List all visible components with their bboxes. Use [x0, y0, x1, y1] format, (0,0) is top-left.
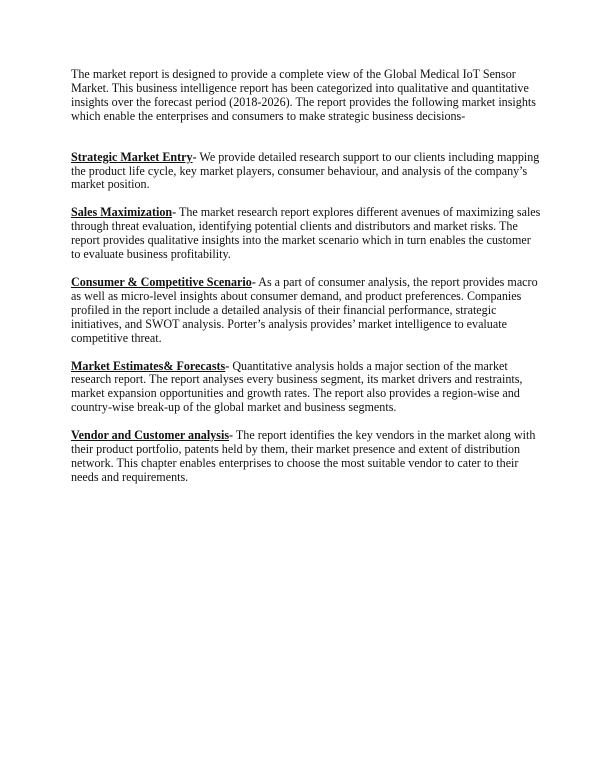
section-body: We provide detailed research support to our clients including mapping the product life cycle, key market players, consumer behaviour, and analysis of the company’s market position. [71, 149, 540, 192]
section-strategic-market-entry [71, 151, 541, 193]
section-heading-dash: - [172, 205, 177, 220]
section-market-estimates-forecasts [71, 360, 541, 416]
section-heading-dash: - [192, 149, 197, 164]
section-heading: Market Estimates& Forecasts [71, 358, 226, 373]
section-vendor-customer-analysis [71, 429, 541, 485]
section-heading-dash: - [251, 274, 256, 289]
section-heading: Consumer & Competitive Scenario [71, 274, 252, 289]
section-body: Quantitative analysis holds a major section of the market research report. The report analyses every business segment, its market drivers and restraints, market expansion opportunities and growth rates. The report also provides a region-wise and country-wise break-up of the global market and business segments. [71, 358, 523, 415]
section-body: As a part of consumer analysis, the report provides macro as well as micro-level insights about consumer demand, and product preferences. Companies profiled in the report include a detailed analysis of their financial performance, strategic initiatives, and SWOT analysis. Porter’s analysis provides’ market intelligence to evaluate competitive threat. [71, 274, 538, 345]
intro-paragraph: The market report is designed to provide a complete view of the Global Medical IoT Sensor Market. This business intelligence report has been categorized into qualitative and quantitative insights over the forecast period (2018-2026). The report provides the following market insights which enable the enterprises and consumers to make strategic business decisions- [71, 67, 536, 123]
section-heading-dash: - [225, 358, 230, 373]
section-heading: Strategic Market Entry [71, 149, 193, 164]
section-heading: Sales Maximization [71, 205, 173, 220]
section-consumer-competitive-scenario [71, 276, 541, 346]
section-sales-maximization [71, 206, 541, 262]
section-body: The report identifies the key vendors in the market along with their product portfolio, patents held by them, their market presence and extent of distribution network. This chapter enables enterprises to choose the most suitable vendor to cater to their needs and requirements. [71, 428, 536, 484]
section-heading-dash: - [229, 428, 234, 443]
document-body [71, 68, 541, 499]
section-body: The market research report explores different avenues of maximizing sales through threat evaluation, identifying potential clients and distributors and market risks. The report provides qualitative insights into the market scenario which in turn enables the customer to evaluate business profitability. [71, 205, 541, 262]
section-heading: Vendor and Customer analysis [71, 428, 230, 443]
